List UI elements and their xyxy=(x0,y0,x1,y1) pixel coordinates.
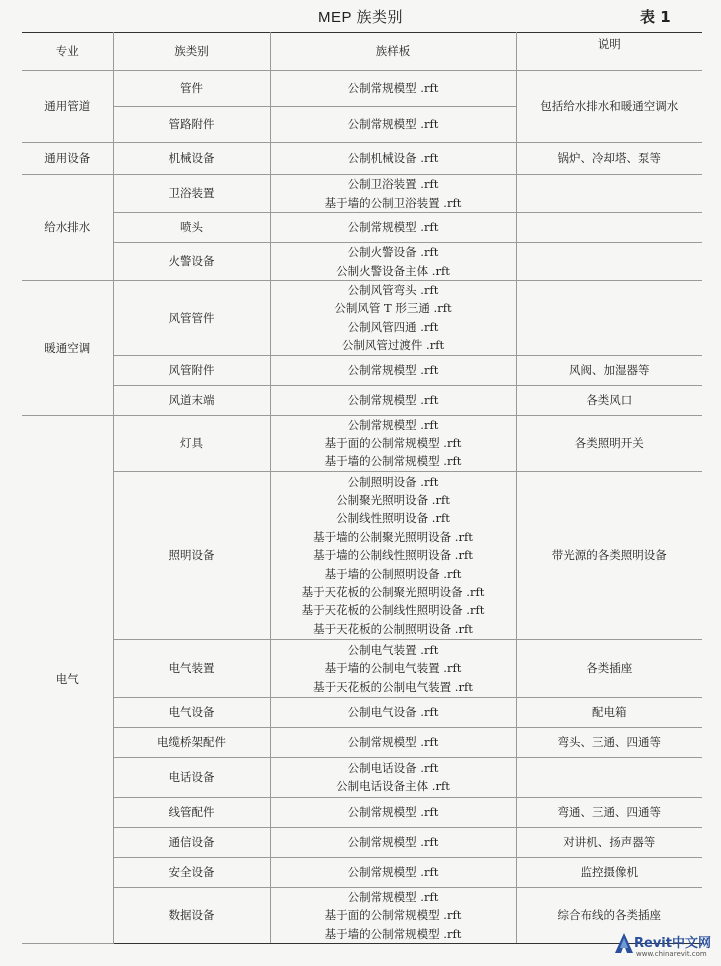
table-row xyxy=(22,471,702,639)
note-cell: 配电箱 xyxy=(516,697,702,727)
revit-logo-icon xyxy=(614,932,634,954)
category-cell: 喷头 xyxy=(113,213,270,243)
template-file: 基于墙的公制电气装置 .rft xyxy=(324,661,462,676)
template-cell xyxy=(270,385,516,415)
category-cell: 风管附件 xyxy=(113,355,270,385)
template-cell xyxy=(270,827,516,857)
category-cell: 风管管件 xyxy=(113,281,270,356)
watermark-name: Revit中文网 xyxy=(634,936,711,951)
category-cell: 电话设备 xyxy=(113,757,270,797)
template-cell xyxy=(270,71,516,107)
table-row xyxy=(22,385,702,415)
note-cell: 风阀、加湿器等 xyxy=(516,355,702,385)
template-file: 公制电话设备 .rft xyxy=(347,760,439,775)
table-row xyxy=(22,281,702,356)
table-row xyxy=(22,757,702,797)
note-cell: 综合布线的各类插座 xyxy=(516,887,702,943)
category-cell: 电缆桥架配件 xyxy=(113,727,270,757)
category-cell: 机械设备 xyxy=(113,143,270,175)
template-cell xyxy=(270,727,516,757)
template-file: 基于墙的公制卫浴装置 .rft xyxy=(324,195,462,210)
template-file: 公制常规模型 .rft xyxy=(347,220,439,235)
category-cell: 数据设备 xyxy=(113,887,270,943)
template-file: 公制常规模型 .rft xyxy=(347,865,439,880)
template-cell xyxy=(270,471,516,639)
note-cell: 各类照明开关 xyxy=(516,415,702,471)
table-row xyxy=(22,415,702,471)
note-cell: 各类插座 xyxy=(516,639,702,697)
note-cell xyxy=(516,175,702,213)
template-file: 公制常规模型 .rft xyxy=(347,392,439,407)
template-file: 基于墙的公制常规模型 .rft xyxy=(324,454,462,469)
discipline-cell: 通用管道 xyxy=(22,71,113,143)
template-file: 基于墙的公制照明设备 .rft xyxy=(324,566,462,581)
template-file: 基于天花板的公制电气装置 .rft xyxy=(313,679,473,694)
table-row xyxy=(22,639,702,697)
template-file: 公制常规模型 .rft xyxy=(347,889,439,904)
template-file: 基于天花板的公制聚光照明设备 .rft xyxy=(301,584,485,599)
template-file: 基于墙的公制聚光照明设备 .rft xyxy=(313,529,473,544)
note-cell xyxy=(516,281,702,356)
template-file: 基于墙的公制线性照明设备 .rft xyxy=(313,548,473,563)
template-cell xyxy=(270,107,516,143)
template-cell xyxy=(270,281,516,356)
table-row xyxy=(22,213,702,243)
template-file: 公制卫浴装置 .rft xyxy=(347,177,439,192)
table-title: MEP 族类别 xyxy=(318,9,403,26)
watermark-logo xyxy=(614,930,718,964)
template-file: 公制照明设备 .rft xyxy=(347,474,439,489)
category-cell: 管件 xyxy=(113,71,270,107)
template-file: 公制常规模型 .rft xyxy=(347,117,439,132)
category-cell: 灯具 xyxy=(113,415,270,471)
template-file: 公制风管四通 .rft xyxy=(347,319,439,334)
table-row xyxy=(22,355,702,385)
template-cell xyxy=(270,143,516,175)
template-file: 公制电气装置 .rft xyxy=(347,642,439,657)
table-number: 表 1 xyxy=(640,8,671,26)
discipline-cell: 暖通空调 xyxy=(22,281,113,416)
template-file: 公制常规模型 .rft xyxy=(347,735,439,750)
template-file: 基于天花板的公制线性照明设备 .rft xyxy=(301,603,485,618)
template-file: 公制电话设备主体 .rft xyxy=(336,779,450,794)
template-cell xyxy=(270,213,516,243)
template-file: 公制常规模型 .rft xyxy=(347,805,439,820)
note-cell: 弯头、三通、四通等 xyxy=(516,727,702,757)
header-template: 族样板 xyxy=(270,33,516,71)
template-file: 基于墙的公制常规模型 .rft xyxy=(324,926,462,941)
table-row xyxy=(22,697,702,727)
category-cell: 风道末端 xyxy=(113,385,270,415)
table-row xyxy=(22,887,702,943)
category-cell: 管路附件 xyxy=(113,107,270,143)
category-cell: 线管配件 xyxy=(113,797,270,827)
table-row xyxy=(22,857,702,887)
table-row xyxy=(22,727,702,757)
template-cell xyxy=(270,857,516,887)
table-row xyxy=(22,243,702,281)
template-file: 公制火警设备主体 .rft xyxy=(336,263,450,278)
template-cell xyxy=(270,887,516,943)
category-cell: 电气装置 xyxy=(113,639,270,697)
category-cell: 照明设备 xyxy=(113,471,270,639)
category-cell: 安全设备 xyxy=(113,857,270,887)
note-cell: 各类风口 xyxy=(516,385,702,415)
template-file: 公制常规模型 .rft xyxy=(347,417,439,432)
note-cell xyxy=(516,243,702,281)
template-file: 公制线性照明设备 .rft xyxy=(336,511,450,526)
template-cell xyxy=(270,175,516,213)
template-cell xyxy=(270,415,516,471)
category-cell: 卫浴装置 xyxy=(113,175,270,213)
template-file: 基于天花板的公制照明设备 .rft xyxy=(313,621,473,636)
note-cell: 对讲机、扬声器等 xyxy=(516,827,702,857)
watermark-url: www.chinarevit.com xyxy=(636,950,707,958)
note-cell: 锅炉、冷却塔、泵等 xyxy=(516,143,702,175)
template-file: 基于面的公制常规模型 .rft xyxy=(324,436,462,451)
category-cell: 电气设备 xyxy=(113,697,270,727)
template-cell xyxy=(270,243,516,281)
template-file: 公制风管 T 形三通 .rft xyxy=(334,301,452,316)
header-note: 说明 xyxy=(516,33,702,71)
template-file: 公制火警设备 .rft xyxy=(347,245,439,260)
note-cell xyxy=(516,213,702,243)
template-cell xyxy=(270,639,516,697)
template-file: 公制常规模型 .rft xyxy=(347,835,439,850)
template-file: 基于面的公制常规模型 .rft xyxy=(324,908,462,923)
table-row xyxy=(22,143,702,175)
template-cell xyxy=(270,697,516,727)
category-cell: 火警设备 xyxy=(113,243,270,281)
template-file: 公制机械设备 .rft xyxy=(347,151,439,166)
template-file: 公制聚光照明设备 .rft xyxy=(336,492,450,507)
note-cell: 包括给水排水和暖通空调水 xyxy=(516,71,702,143)
note-cell: 弯通、三通、四通等 xyxy=(516,797,702,827)
template-file: 公制风管弯头 .rft xyxy=(347,283,439,297)
discipline-cell: 给水排水 xyxy=(22,175,113,281)
category-cell: 通信设备 xyxy=(113,827,270,857)
table-row xyxy=(22,827,702,857)
note-cell: 监控摄像机 xyxy=(516,857,702,887)
header-discipline: 专业 xyxy=(22,33,113,71)
mep-family-table xyxy=(22,32,702,944)
note-cell xyxy=(516,757,702,797)
header-row xyxy=(22,33,702,71)
header-category: 族类别 xyxy=(113,33,270,71)
template-cell xyxy=(270,355,516,385)
template-file: 公制常规模型 .rft xyxy=(347,362,439,377)
discipline-cell: 通用设备 xyxy=(22,143,113,175)
template-cell xyxy=(270,757,516,797)
note-cell: 带光源的各类照明设备 xyxy=(516,471,702,639)
template-file: 公制常规模型 .rft xyxy=(347,81,439,96)
table-row xyxy=(22,71,702,107)
template-cell xyxy=(270,797,516,827)
template-file: 公制电气设备 .rft xyxy=(347,705,439,720)
table-row xyxy=(22,175,702,213)
discipline-cell: 电气 xyxy=(22,415,113,943)
table-row xyxy=(22,797,702,827)
template-file: 公制风管过渡件 .rft xyxy=(341,338,445,353)
